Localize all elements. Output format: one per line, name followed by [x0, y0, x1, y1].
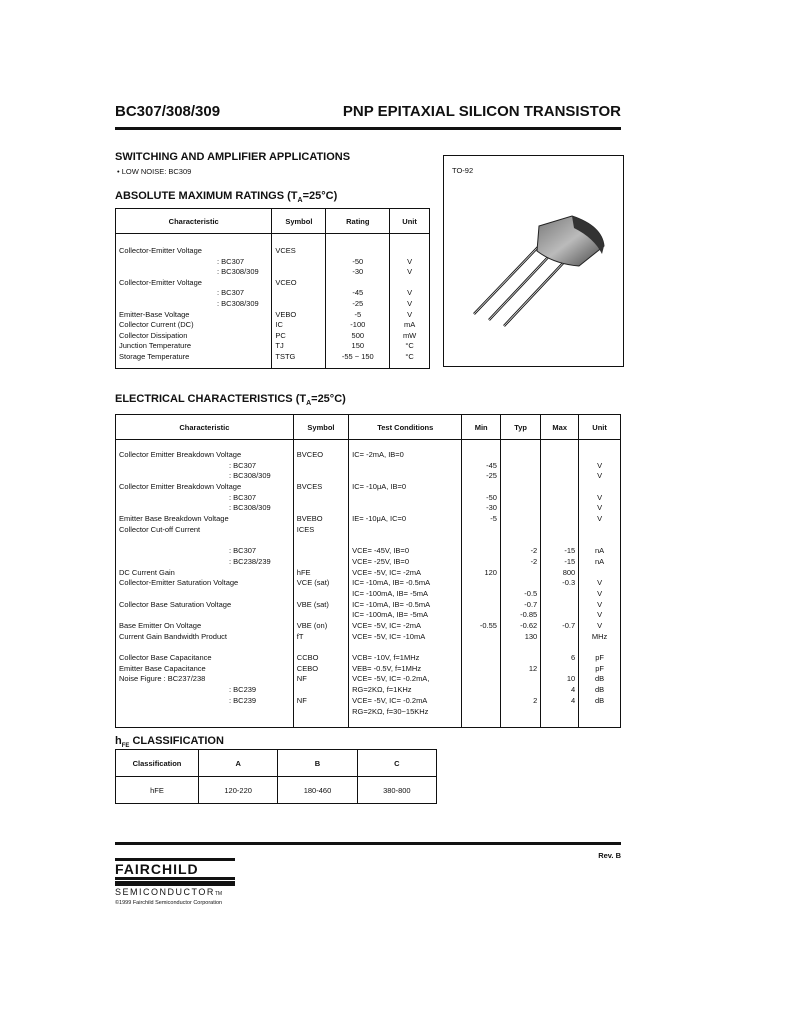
elec-characteristic: Collector Base Capacitance: [119, 653, 212, 663]
copyright: ©1999 Fairchild Semiconductor Corporation: [115, 900, 223, 906]
elec-max: [544, 514, 575, 525]
elec-conditions-col: [349, 440, 462, 728]
abs-max-unit: mA: [403, 320, 416, 330]
elec-symbol: BVCES: [296, 482, 323, 492]
elec-unit: V: [597, 492, 603, 502]
elec-symbol: ICES: [296, 524, 315, 534]
elec-condition: [352, 471, 458, 482]
abs-max-unit: V: [407, 256, 413, 266]
elec-max: [544, 632, 575, 643]
elec-typ: [504, 525, 537, 536]
elec-symbol: [297, 642, 345, 653]
abs-max-rating: -100: [350, 320, 366, 330]
elec-unit: MHz: [591, 631, 608, 641]
elec-unit: [582, 642, 617, 653]
low-noise-note: • LOW NOISE: BC309: [117, 167, 192, 176]
elec-condition: [352, 503, 458, 514]
elec-min: [465, 610, 497, 621]
elec-symbol: [297, 471, 345, 482]
elec-typ: [504, 653, 537, 664]
elec-characteristic: Collector Emitter Breakdown Voltage: [119, 482, 242, 492]
elec-max: [544, 461, 575, 472]
elec-characteristic: : BC308/309: [229, 503, 271, 513]
hfe-header: B: [278, 750, 357, 777]
elec-max: [544, 589, 575, 600]
abs-max-header: Symbol: [272, 209, 326, 234]
elec-min: [465, 632, 497, 643]
abs-max-rating: -25: [352, 298, 364, 308]
abs-max-header: Characteristic: [116, 209, 272, 234]
hfe-table: [115, 749, 437, 804]
elec-symbol: CCBO: [296, 653, 319, 663]
elec-typ: [504, 578, 537, 589]
elec-characteristic: : BC238/239: [229, 556, 271, 566]
elec-max: 10: [566, 674, 576, 684]
elec-typ: [504, 642, 537, 653]
header-rule: [115, 127, 621, 130]
elec-max: 4: [571, 695, 576, 705]
abs-max-unit: V: [407, 267, 413, 277]
abs-max-rating: -5: [354, 309, 362, 319]
elec-symbol: NF: [296, 674, 307, 684]
abs-max-symbol: [275, 288, 322, 299]
logo-bar: [115, 881, 235, 886]
elec-min: [465, 525, 497, 536]
elec-characteristic: [119, 536, 290, 547]
elec-condition: RG=2KΩ, f=1KHz: [352, 685, 412, 695]
logo-wordmark: FAIRCHILD: [115, 858, 235, 880]
elec-min: [465, 600, 497, 611]
elec-condition: VEB= -0.5V, f=1MHz: [352, 663, 422, 673]
abs-max-heading: [115, 190, 337, 204]
elec-unit: V: [597, 460, 603, 470]
abs-max-rating: -55 ~ 150: [341, 351, 374, 361]
elec-typ: [504, 450, 537, 461]
elec-typ: 2: [533, 695, 538, 705]
elec-condition: VCE= -45V, IB=0: [352, 546, 409, 556]
elec-unit: [582, 482, 617, 493]
elec-max: [544, 600, 575, 611]
elec-typ: [504, 461, 537, 472]
elec-min: [465, 664, 497, 675]
trademark: TM: [214, 891, 223, 897]
abs-max-characteristic-col: [116, 234, 272, 369]
elec-typ: -0.7: [524, 599, 538, 609]
elec-typ: -2: [530, 556, 538, 566]
abs-max-characteristic: Collector-Emitter Voltage: [119, 277, 202, 287]
elec-symbol: [297, 493, 345, 504]
elec-condition: IE= -10μA, IC=0: [352, 514, 407, 524]
elec-max: [544, 471, 575, 482]
abs-max-title-post: =25°C): [302, 190, 338, 202]
elec-unit: [582, 536, 617, 547]
hfe-title-sub: FE: [121, 743, 130, 750]
elec-max: -0.7: [562, 621, 576, 630]
elec-max: [544, 642, 575, 653]
elec-typ: -0.5: [524, 588, 538, 598]
hfe-value: 380-800: [357, 777, 436, 804]
elec-max: [544, 525, 575, 536]
elec-condition: IC= -100mA, IB= -5mA: [352, 610, 429, 620]
abs-max-symbol: IC: [275, 320, 283, 330]
elec-characteristic: Collector-Emitter Saturation Voltage: [119, 578, 239, 588]
elec-unit: dB: [595, 685, 605, 695]
package-box: [443, 155, 624, 367]
abs-max-table: [115, 208, 430, 369]
elec-unit: [582, 568, 617, 579]
elec-symbol: BVCEO: [296, 450, 324, 459]
abs-max-rating: [329, 278, 386, 289]
package-label: TO-92: [452, 166, 474, 175]
hfe-value: 120-220: [199, 777, 278, 804]
elec-unit: nA: [595, 556, 605, 566]
elec-unit: V: [597, 503, 603, 513]
elec-condition: [352, 642, 458, 653]
abs-max-characteristic: Collector-Emitter Voltage: [119, 246, 202, 255]
abs-max-rating: [329, 246, 386, 257]
footer-rule: [115, 842, 621, 845]
elec-symbol: [297, 503, 345, 514]
elec-unit-col: [579, 440, 621, 728]
elec-header: Unit: [579, 415, 621, 440]
elec-max: -15: [564, 546, 576, 556]
elec-typ: [504, 674, 537, 685]
elec-unit: [582, 707, 617, 718]
elec-min: [465, 674, 497, 685]
hfe-header: C: [357, 750, 436, 777]
elec-unit: V: [597, 621, 603, 630]
elec-typ: [504, 503, 537, 514]
hfe-row-label: hFE: [116, 777, 199, 804]
elec-unit: dB: [595, 695, 605, 705]
elec-condition: [352, 461, 458, 472]
abs-max-symbol: VEBO: [275, 309, 297, 319]
elec-max: [544, 493, 575, 504]
elec-symbol: [297, 557, 345, 568]
elec-typ: [504, 568, 537, 579]
elec-min: [465, 685, 497, 696]
elec-condition: [352, 525, 458, 536]
elec-symbol: VCE (sat): [296, 578, 330, 588]
elec-typ: [504, 536, 537, 547]
elec-unit: [582, 525, 617, 536]
abs-max-characteristic: : BC307: [217, 288, 245, 298]
elec-max: 6: [571, 653, 576, 663]
abs-max-symbol: TJ: [275, 341, 284, 351]
elec-heading: [115, 393, 346, 407]
abs-max-characteristic: Emitter-Base Voltage: [119, 309, 190, 319]
elec-header: Typ: [500, 415, 540, 440]
elec-header: Test Conditions: [349, 415, 462, 440]
elec-typ: -0.62: [520, 621, 538, 630]
elec-condition: VCE= -5V, IC= -0.2mA,: [352, 674, 430, 684]
hfe-heading: [115, 735, 224, 749]
elec-min: -0.55: [479, 621, 497, 630]
elec-max: [544, 707, 575, 718]
elec-condition: RG=2KΩ, f=30~15KHz: [352, 706, 429, 716]
elec-typ: [504, 482, 537, 493]
abs-max-header: Rating: [326, 209, 390, 234]
elec-typ: 12: [528, 663, 538, 673]
elec-min: [465, 653, 497, 664]
elec-characteristic: Emitter Base Breakdown Voltage: [119, 514, 229, 524]
elec-max: [544, 503, 575, 514]
elec-characteristic: : BC239: [229, 685, 257, 695]
elec-symbol: BVEBO: [296, 514, 323, 524]
elec-min: [465, 557, 497, 568]
elec-symbol: VBE (sat): [296, 599, 329, 609]
elec-min: -5: [490, 514, 497, 524]
elec-symbol-col: [293, 440, 348, 728]
elec-condition: [352, 536, 458, 547]
elec-min: [465, 536, 497, 547]
elec-symbol: hFE: [296, 567, 311, 577]
elec-header: Max: [541, 415, 579, 440]
elec-condition: VCE= -5V, IC= -10mA: [352, 631, 426, 641]
elec-condition: IC= -10μA, IB=0: [352, 482, 407, 492]
elec-max: -15: [564, 556, 576, 566]
abs-max-unit: [393, 278, 426, 289]
revision: Rev. B: [598, 851, 621, 860]
abs-max-rating: 150: [351, 341, 365, 351]
elec-min: -50: [486, 492, 497, 502]
abs-max-header: Unit: [390, 209, 430, 234]
elec-min: [465, 707, 497, 718]
abs-max-symbol: VCEO: [275, 277, 297, 287]
hfe-value: 180-460: [278, 777, 357, 804]
abs-max-rating: -50: [352, 256, 364, 266]
abs-max-symbol-col: [272, 234, 326, 369]
abs-max-characteristic: : BC308/309: [217, 298, 259, 308]
abs-max-characteristic: Collector Dissipation: [119, 330, 188, 340]
elec-characteristic: [119, 642, 290, 653]
elec-typ: [504, 493, 537, 504]
abs-max-rating: -30: [352, 267, 364, 277]
abs-max-characteristic: : BC307: [217, 256, 245, 266]
elec-max: 4: [571, 685, 576, 695]
abs-max-unit: °C: [405, 351, 414, 361]
elec-min: -25: [486, 471, 497, 481]
elec-symbol: [297, 707, 345, 718]
elec-typ: [504, 514, 537, 525]
elec-header: Symbol: [293, 415, 348, 440]
abs-max-characteristic: Storage Temperature: [119, 351, 190, 361]
elec-min: [465, 482, 497, 493]
elec-unit: V: [597, 578, 603, 588]
elec-symbol: CEBO: [296, 663, 319, 673]
elec-table: [115, 414, 621, 728]
elec-typ: -2: [530, 546, 538, 556]
elec-condition: IC= -2mA, IB=0: [352, 450, 404, 459]
elec-condition: VCE= -5V, IC= -0.2mA: [352, 695, 428, 705]
abs-max-symbol: [275, 257, 322, 268]
elec-min: 120: [484, 567, 497, 577]
elec-unit: nA: [595, 546, 605, 556]
abs-max-title-pre: ABSOLUTE MAXIMUM RATINGS (T: [115, 190, 298, 202]
abs-max-symbol: [275, 299, 322, 310]
abs-max-unit: °C: [405, 341, 414, 351]
hfe-header: A: [199, 750, 278, 777]
elec-max: [544, 536, 575, 547]
elec-condition: VCB= -10V, f=1MHz: [352, 653, 420, 663]
elec-unit: [582, 450, 617, 461]
part-number: BC307/308/309: [115, 103, 221, 120]
fairchild-logo: [115, 858, 235, 906]
elec-max: 800: [562, 567, 576, 577]
elec-condition: IC= -10mA, IB= -0.5mA: [352, 578, 431, 588]
abs-max-unit: V: [407, 309, 413, 319]
abs-max-symbol: VCES: [275, 246, 296, 255]
document-title: PNP EPITAXIAL SILICON TRANSISTOR: [342, 103, 621, 120]
elec-min: [465, 578, 497, 589]
elec-symbol: [297, 685, 345, 696]
hfe-header: Classification: [116, 750, 199, 777]
elec-unit: dB: [595, 674, 605, 684]
elec-title-pre: ELECTRICAL CHARACTERISTICS (T: [115, 393, 307, 405]
elec-condition: VCE= -25V, IB=0: [352, 556, 409, 566]
elec-characteristic: Collector Cut-off Current: [119, 524, 201, 534]
elec-condition: VCE= -5V, IC= -2mA: [352, 621, 422, 630]
elec-unit: V: [597, 588, 603, 598]
abs-max-characteristic: Junction Temperature: [119, 341, 191, 351]
abs-max-unit: mW: [402, 330, 417, 340]
abs-max-rating: -45: [352, 288, 364, 298]
elec-min: -30: [486, 503, 497, 513]
abs-max-unit: V: [407, 288, 413, 298]
abs-max-unit: V: [407, 298, 413, 308]
elec-symbol: VBE (on): [296, 621, 328, 630]
abs-max-title-sub: A: [297, 197, 303, 205]
elec-title-post: =25°C): [311, 393, 346, 405]
elec-symbol: NF: [296, 695, 307, 705]
elec-condition: IC= -100mA, IB= -5mA: [352, 588, 429, 598]
elec-characteristic: [119, 707, 290, 718]
to92-package-illustration: [444, 156, 623, 366]
elec-symbol: [297, 536, 345, 547]
elec-max: [544, 664, 575, 675]
elec-characteristic: DC Current Gain: [119, 567, 175, 577]
elec-characteristic: Base Emitter On Voltage: [119, 621, 202, 630]
elec-symbol: fT: [296, 631, 304, 641]
elec-max-col: [541, 440, 579, 728]
elec-characteristic: Emitter Base Capacitance: [119, 663, 206, 673]
elec-min: -45: [486, 460, 497, 470]
elec-characteristic: [119, 610, 290, 621]
elec-max: -0.3: [562, 578, 576, 588]
elec-header: Characteristic: [116, 415, 294, 440]
elec-typ: -0.85: [520, 610, 538, 620]
elec-characteristic: : BC307: [229, 546, 257, 556]
elec-symbol: [297, 610, 345, 621]
abs-max-characteristic: : BC308/309: [217, 267, 259, 277]
elec-symbol: [297, 546, 345, 557]
elec-typ: [504, 707, 537, 718]
elec-characteristic: : BC308/309: [229, 471, 271, 481]
elec-unit: pF: [595, 663, 604, 673]
elec-header: Min: [462, 415, 501, 440]
elec-unit: pF: [595, 653, 604, 663]
elec-min-col: [462, 440, 501, 728]
elec-symbol: [297, 461, 345, 472]
elec-typ-col: [500, 440, 540, 728]
elec-characteristic: Noise Figure : BC237/238: [119, 674, 206, 684]
hfe-title-post: CLASSIFICATION: [129, 735, 224, 747]
elec-max: [544, 450, 575, 461]
logo-semiconductor: [115, 887, 235, 897]
elec-typ: [504, 471, 537, 482]
elec-characteristic-col: [116, 440, 294, 728]
elec-characteristic: Collector Base Saturation Voltage: [119, 599, 232, 609]
elec-title-sub: A: [306, 400, 312, 408]
elec-typ: 130: [524, 631, 538, 641]
elec-min: [465, 546, 497, 557]
abs-max-rating-col: [326, 234, 390, 369]
abs-max-unit: [393, 246, 426, 257]
elec-min: [465, 450, 497, 461]
elec-characteristic: [119, 589, 290, 600]
abs-max-symbol: PC: [275, 330, 286, 340]
abs-max-rating: 500: [351, 330, 365, 340]
elec-condition: [352, 493, 458, 504]
abs-max-symbol: [275, 267, 322, 278]
elec-min: [465, 696, 497, 707]
elec-characteristic: : BC307: [229, 492, 257, 502]
abs-max-unit-col: [390, 234, 430, 369]
abs-max-symbol: TSTG: [275, 351, 296, 361]
semiconductor-text: SEMICONDUCTOR: [115, 887, 215, 897]
elec-condition: IC= -10mA, IB= -0.5mA: [352, 599, 431, 609]
abs-max-characteristic: Collector Current (DC): [119, 320, 194, 330]
elec-symbol: [297, 589, 345, 600]
elec-unit: V: [597, 514, 603, 524]
elec-characteristic: Current Gain Bandwidth Product: [119, 631, 227, 641]
elec-unit: V: [597, 471, 603, 481]
elec-max: [544, 610, 575, 621]
elec-typ: [504, 685, 537, 696]
elec-unit: V: [597, 599, 603, 609]
elec-unit: V: [597, 610, 603, 620]
elec-min: [465, 589, 497, 600]
elec-min: [465, 642, 497, 653]
applications-heading: SWITCHING AND AMPLIFIER APPLICATIONS: [115, 151, 351, 163]
hfe-title-pre: h: [115, 735, 122, 747]
elec-characteristic: Collector Emitter Breakdown Voltage: [119, 450, 242, 459]
elec-max: [544, 482, 575, 493]
elec-condition: VCE= -5V, IC= -2mA: [352, 567, 422, 577]
elec-characteristic: : BC307: [229, 460, 257, 470]
elec-characteristic: : BC239: [229, 695, 257, 705]
